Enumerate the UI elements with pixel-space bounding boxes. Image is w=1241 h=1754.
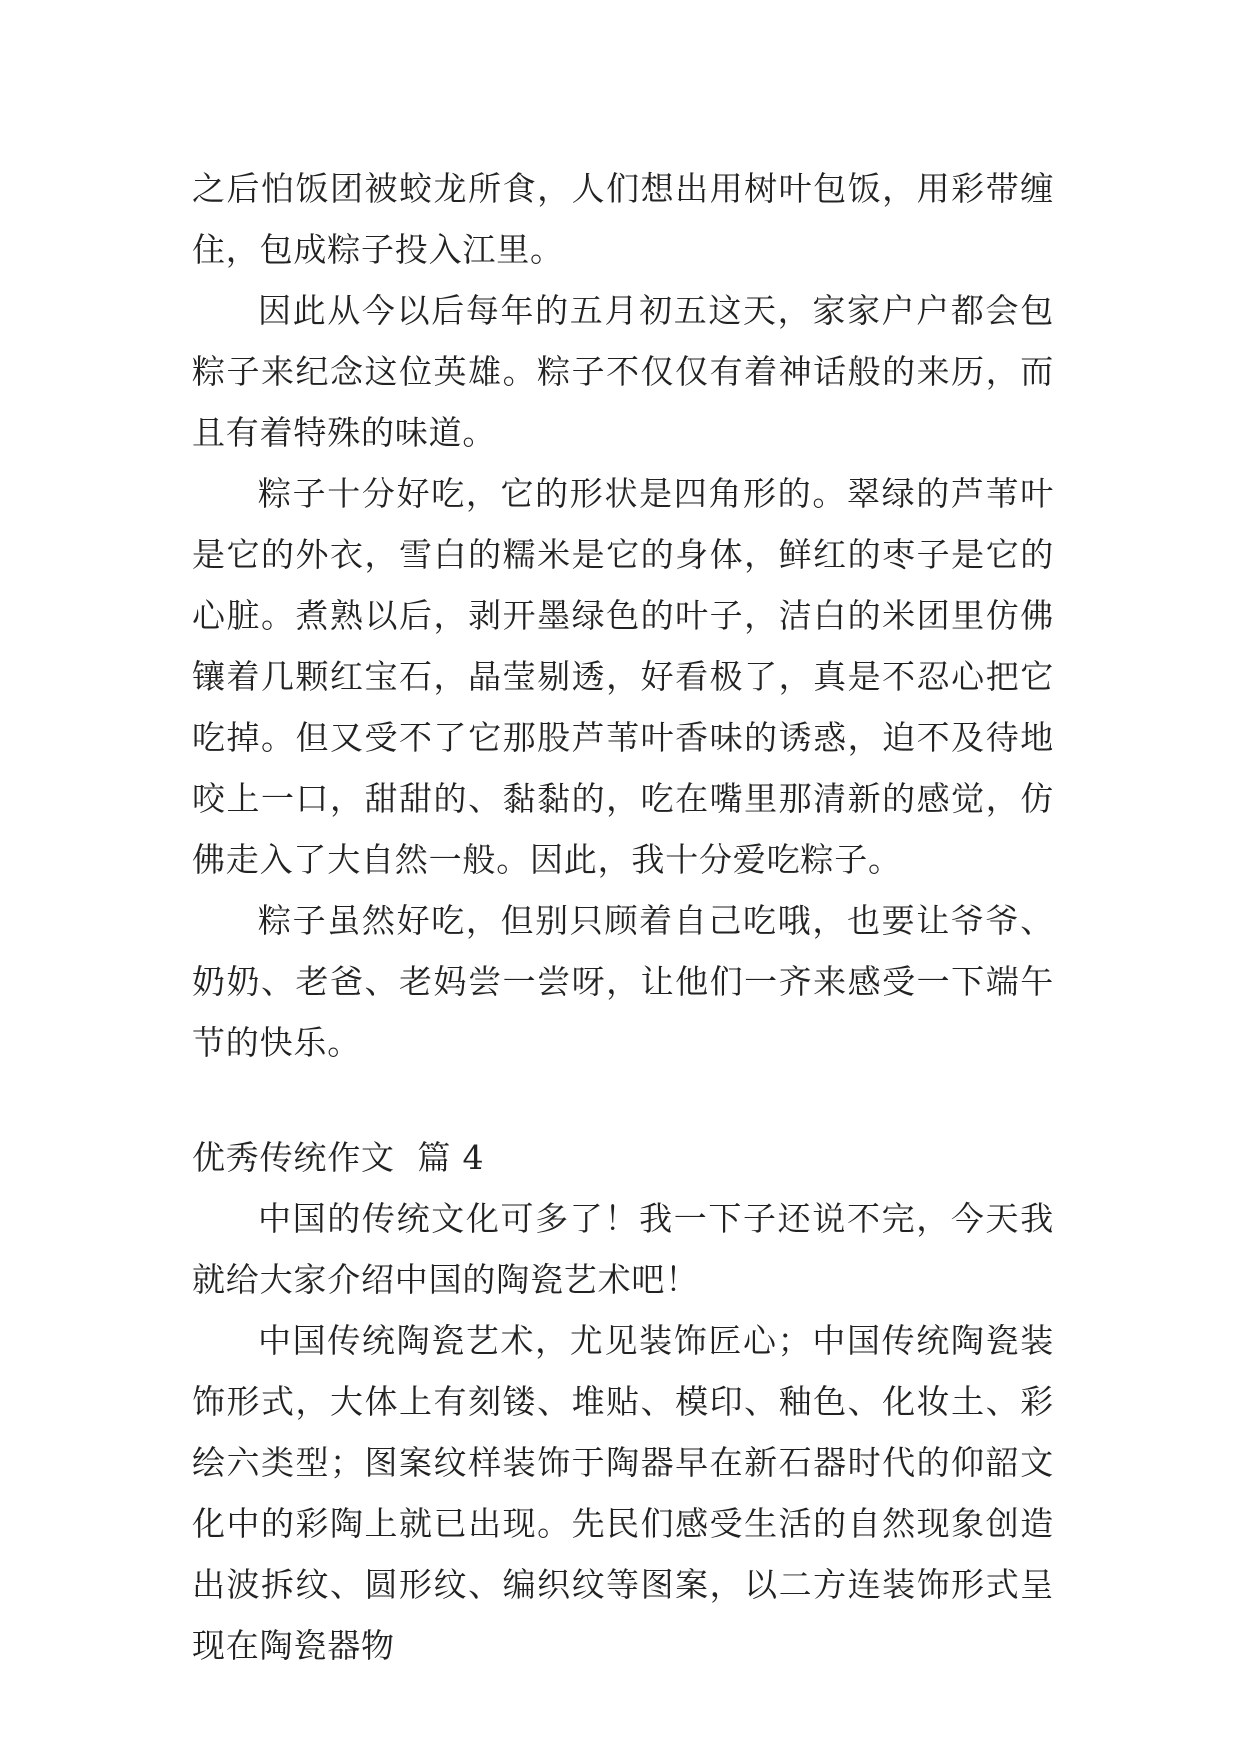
paragraph-culture-intro: 中国的传统文化可多了！我一下子还说不完，今天我就给大家介绍中国的陶瓷艺术吧！: [192, 1199, 1054, 1299]
paragraph-zongzi-sharing: 粽子虽然好吃，但别只顾着自己吃哦，也要让爷爷、奶奶、老爸、老妈尝一尝呀，让他们一齐来感受一下端午节的快乐。: [192, 901, 1054, 1062]
paragraph-intro: 之后怕饭团被蛟龙所食，人们想出用树叶包饭，用彩带缠住，包成粽子投入江里。: [192, 169, 1054, 269]
document-page: [192, 158, 1054, 1676]
paragraph-dragon-boat-memorial: 因此从今以后每年的五月初五这天，家家户户都会包粽子来纪念这位英雄。粽子不仅仅有着神话般的来历，而且有着特殊的味道。: [192, 291, 1054, 452]
paragraph-ceramics: 中国传统陶瓷艺术，尤见装饰匠心；中国传统陶瓷装饰形式，大体上有刻镂、堆贴、模印、釉色、化妆土、彩绘六类型；图案纹样装饰于陶器早在新石器时代的仰韶文化中的彩陶上就已出现。先民们感受生活的自然现象创造出波拆纹、圆形纹、编织纹等图案，以二方连装饰形式呈现在陶瓷器物: [192, 1321, 1054, 1665]
section-heading: 优秀传统作文 篇 4: [192, 1138, 485, 1177]
paragraph-zongzi-description: 粽子十分好吃，它的形状是四角形的。翠绿的芦苇叶是它的外衣，雪白的糯米是它的身体，鲜红的枣子是它的心脏。煮熟以后，剥开墨绿色的叶子，洁白的米团里仿佛镶着几颗红宝石，晶莹剔透，好看极了，真是不忍心把它吃掉。但又受不了它那股芦苇叶香味的诱惑，迫不及待地咬上一口，甜甜的、黏黏的，吃在嘴里那清新的感觉，仿佛走入了大自然一般。因此，我十分爱吃粽子。: [192, 474, 1054, 879]
